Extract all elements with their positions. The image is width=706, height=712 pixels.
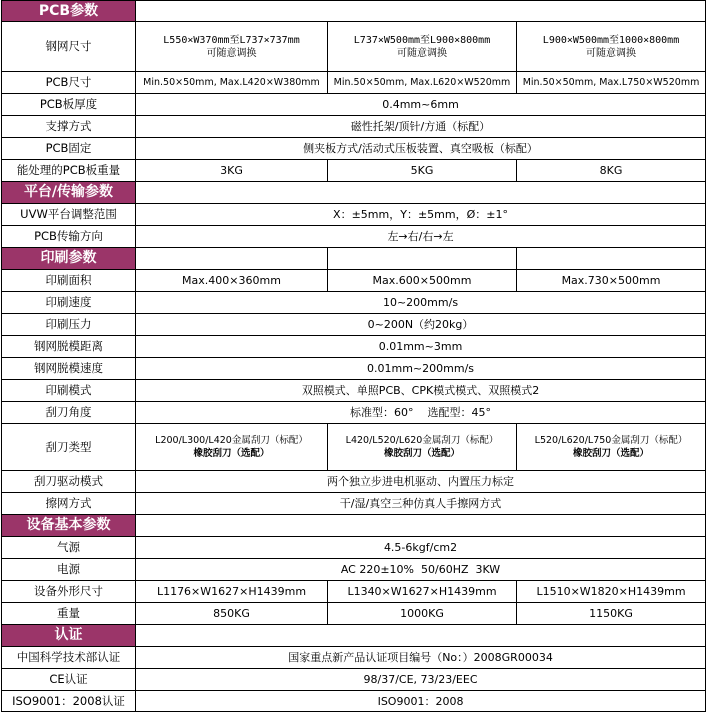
row-label: ISO9001：2008认证: [2, 691, 136, 712]
cell-line: 橡胶刮刀（选配）: [573, 448, 650, 459]
section-header-platform: 平台/传输参数: [2, 182, 136, 204]
value-cell: X：±5mm，Y：±5mm，Ø：±1°: [136, 204, 706, 226]
value-cell: Min.50×50mm, Max.L620×W520mm: [328, 72, 517, 94]
row-label: 刮刀角度: [2, 402, 136, 424]
cell-line: 可随意调换: [397, 47, 447, 59]
value-cell: Max.400×360mm: [136, 270, 328, 292]
cell-line: L200/L300/L420金属刮刀（标配）: [155, 435, 308, 446]
row-label: 印刷面积: [2, 270, 136, 292]
row-label: PCB固定: [2, 138, 136, 160]
value-cell: 3KG: [136, 160, 328, 182]
section-row: [2, 248, 706, 270]
value-cell: ISO9001：2008: [136, 691, 706, 712]
value-cell: 0.01mm~200mm/s: [136, 358, 706, 380]
value-cell: 1150KG: [517, 603, 706, 625]
value-cell: [136, 424, 328, 471]
value-cell: 850KG: [136, 603, 328, 625]
table-row: [2, 116, 706, 138]
row-label: 钢网脱模速度: [2, 358, 136, 380]
value-cell: 4.5-6kgf/cm2: [136, 537, 706, 559]
row-label: 支撑方式: [2, 116, 136, 138]
value-cell: [328, 424, 517, 471]
cell-line: L550×W370mm至L737×737mm: [163, 34, 300, 46]
blank-cell: [136, 1, 706, 22]
blank-cell: [136, 182, 706, 204]
value-cell: 0.01mm~3mm: [136, 336, 706, 358]
table-row: [2, 160, 706, 182]
row-label: 气源: [2, 537, 136, 559]
blank-cell: [328, 248, 517, 270]
value-cell: L1510×W1820×H1439mm: [517, 581, 706, 603]
row-label: 钢网尺寸: [2, 22, 136, 72]
value-cell: [136, 22, 328, 72]
value-cell: [517, 424, 706, 471]
value-cell: Min.50×50mm, Max.L750×W520mm: [517, 72, 706, 94]
table-row: [2, 336, 706, 358]
table-row: [2, 292, 706, 314]
table-row: [2, 669, 706, 691]
row-label: CE认证: [2, 669, 136, 691]
table-row: [2, 424, 706, 471]
row-label: PCB板厚度: [2, 94, 136, 116]
row-label: 中国科学技术部认证: [2, 647, 136, 669]
cell-line: L520/L620/L750金属刮刀（标配）: [534, 435, 688, 446]
table-row: [2, 314, 706, 336]
value-cell: 1000KG: [328, 603, 517, 625]
value-cell: 0~200N（约20kg）: [136, 314, 706, 336]
value-cell: L1340×W1627×H1439mm: [328, 581, 517, 603]
value-cell: 干/湿/真空三种仿真人手擦网方式: [136, 493, 706, 515]
value-cell: 两个独立步进电机驱动、内置压力标定: [136, 471, 706, 493]
table-row: [2, 138, 706, 160]
row-label: PCB传输方向: [2, 226, 136, 248]
value-cell: 98/37/CE, 73/23/EEC: [136, 669, 706, 691]
cell-line: 橡胶刮刀（选配）: [383, 448, 460, 459]
row-label: 重量: [2, 603, 136, 625]
value-cell: AC 220±10% 50/60HZ 3KW: [136, 559, 706, 581]
table-row: [2, 537, 706, 559]
spec-table: [1, 0, 706, 712]
row-label: 印刷模式: [2, 380, 136, 402]
row-label: 电源: [2, 559, 136, 581]
value-cell: 左→右/右→左: [136, 226, 706, 248]
section-row: [2, 182, 706, 204]
value-cell: 5KG: [328, 160, 517, 182]
section-row: [2, 515, 706, 537]
value-cell: Max.600×500mm: [328, 270, 517, 292]
row-label: 刮刀驱动模式: [2, 471, 136, 493]
value-cell: [328, 22, 517, 72]
table-row: [2, 358, 706, 380]
value-cell: 0.4mm~6mm: [136, 94, 706, 116]
section-header-print: 印刷参数: [2, 248, 136, 270]
table-row: [2, 380, 706, 402]
section-header-pcb: PCB参数: [2, 1, 136, 22]
cell-line: 可随意调换: [586, 47, 637, 59]
value-cell: 10~200mm/s: [136, 292, 706, 314]
table-row: [2, 204, 706, 226]
cell-line: L900×W500mm至1000×800mm: [542, 34, 680, 46]
row-label: 擦网方式: [2, 493, 136, 515]
value-cell: [517, 22, 706, 72]
row-label: 刮刀类型: [2, 424, 136, 471]
table-row: [2, 72, 706, 94]
cell-line: L737×W500mm至L900×800mm: [353, 34, 491, 46]
row-label: 印刷速度: [2, 292, 136, 314]
table-row: [2, 22, 706, 72]
table-row: [2, 226, 706, 248]
value-cell: 侧夹板方式/活动式压板装置、真空吸板（标配）: [136, 138, 706, 160]
value-cell: 标准型：60° 选配型：45°: [136, 402, 706, 424]
blank-cell: [517, 248, 706, 270]
value-cell: 8KG: [517, 160, 706, 182]
table-row: [2, 270, 706, 292]
value-cell: 磁性托架/顶针/方通（标配）: [136, 116, 706, 138]
blank-cell: [136, 625, 706, 647]
row-label: 钢网脱模距离: [2, 336, 136, 358]
table-row: [2, 581, 706, 603]
table-row: [2, 402, 706, 424]
blank-cell: [136, 515, 706, 537]
section-row: [2, 1, 706, 22]
table-row: [2, 559, 706, 581]
row-label: PCB尺寸: [2, 72, 136, 94]
cell-line: 可随意调换: [206, 47, 257, 59]
table-row: [2, 493, 706, 515]
section-row: [2, 625, 706, 647]
value-cell: L1176×W1627×H1439mm: [136, 581, 328, 603]
value-cell: 双照模式、单照PCB、CPK模式模式、双照模式2: [136, 380, 706, 402]
cell-line: L420/L520/L620金属刮刀（标配）: [345, 435, 499, 446]
table-row: [2, 647, 706, 669]
row-label: 印刷压力: [2, 314, 136, 336]
row-label: 能处理的PCB板重量: [2, 160, 136, 182]
table-row: [2, 603, 706, 625]
value-cell: Max.730×500mm: [517, 270, 706, 292]
table-row: [2, 691, 706, 712]
section-header-cert: 认证: [2, 625, 136, 647]
value-cell: Min.50×50mm, Max.L420×W380mm: [136, 72, 328, 94]
table-row: [2, 94, 706, 116]
table-row: [2, 471, 706, 493]
value-cell: 国家重点新产品认证项目编号（No：）2008GR00034: [136, 647, 706, 669]
section-header-equipment: 设备基本参数: [2, 515, 136, 537]
blank-cell: [136, 248, 328, 270]
row-label: 设备外形尺寸: [2, 581, 136, 603]
row-label: UVW平台调整范围: [2, 204, 136, 226]
cell-line: 橡胶刮刀（选配）: [193, 448, 270, 459]
